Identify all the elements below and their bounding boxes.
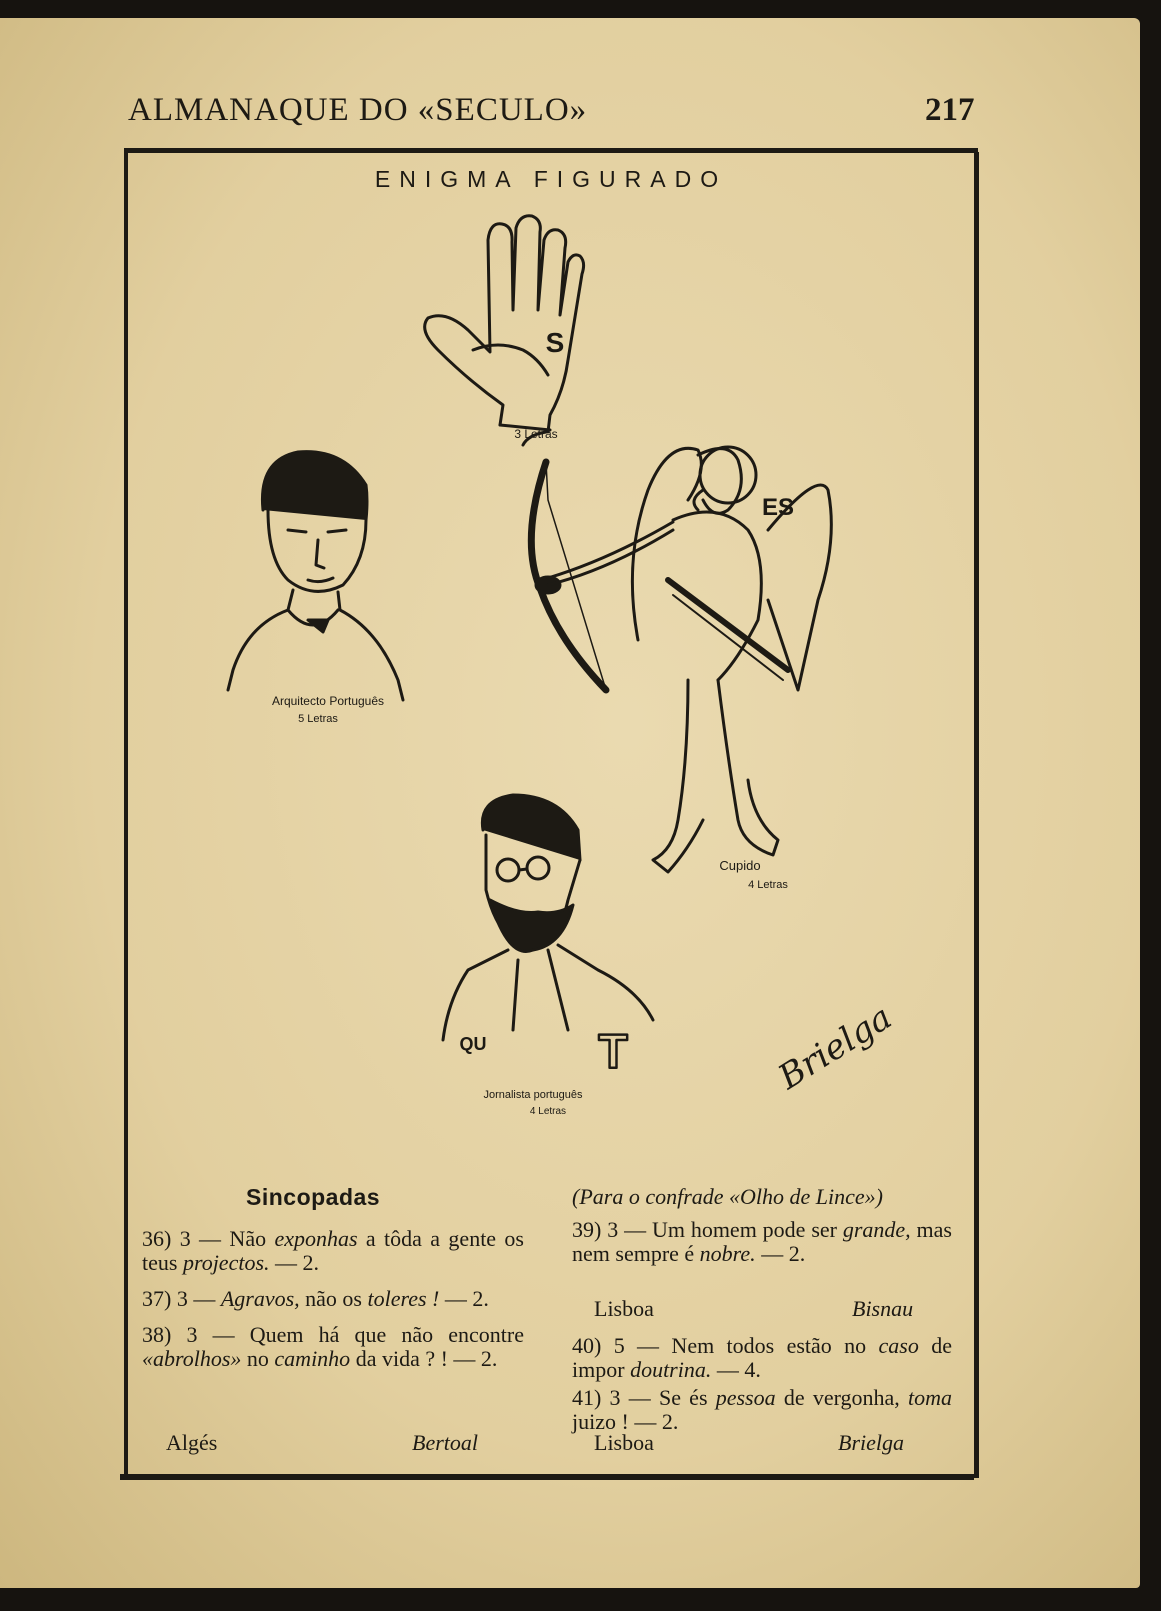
journalist-label: Jornalista português	[483, 1089, 583, 1101]
puzzle-36: 36) 3 — Não exponhas a tôda a gente os teus projectos. — 2.	[142, 1226, 524, 1275]
cupid-count-label: 4 Letras	[748, 879, 788, 891]
sig1-name: Bertoal	[412, 1430, 478, 1455]
architect-count-label: 5 Letras	[298, 713, 338, 725]
bow-drawing	[531, 462, 606, 690]
left-column	[142, 1227, 524, 1383]
frame-right-rule	[974, 152, 979, 1478]
puzzle-40: 40) 5 — Nem todos estão no caso de impor doutrina. — 4.	[572, 1333, 953, 1382]
sincopadas-title: Sincopadas	[246, 1184, 381, 1210]
architect-label: Arquitecto Português	[271, 694, 385, 708]
cupid-label: Cupido	[719, 858, 761, 873]
sig2-name: Bisnau	[852, 1296, 914, 1321]
t-letter: T	[598, 1026, 628, 1079]
sig3-name: Brielga	[838, 1430, 904, 1455]
journalist-count-label: 4 Letras	[529, 1106, 567, 1117]
wing-letters: ES	[761, 494, 795, 521]
journalist-portrait	[443, 795, 653, 1040]
frame-bottom-rule	[120, 1474, 974, 1480]
puzzle-41: 41) 3 — Se és pessoa de vergonha, toma juizo ! — 2.	[572, 1385, 952, 1434]
artist-signature: Brielga	[771, 997, 899, 1098]
dedication: (Para o confrade «Olho de Lince»)	[572, 1184, 883, 1209]
sig1-place: Algés	[166, 1430, 218, 1455]
frame-top-rule	[124, 148, 978, 153]
page-number: 217	[925, 92, 975, 128]
puzzle-39: 39) 3 — Um homem pode ser grande, mas nem sempre é nobre. — 2.	[572, 1217, 952, 1266]
hand-letter: S	[545, 327, 565, 358]
puzzle-37: 37) 3 — Agravos, não os toleres ! — 2.	[142, 1286, 489, 1311]
enigma-title: ENIGMA FIGURADO	[374, 166, 728, 192]
puzzle-38: 38) 3 — Quem há que não encontre «abrolhos» no caminho da vida ? ! — 2.	[142, 1322, 524, 1371]
sig2-place: Lisboa	[594, 1296, 654, 1321]
hand-count-label: 3 Letras	[514, 427, 558, 441]
right-column	[572, 1218, 952, 1278]
running-header: ALMANAQUE DO «SECULO»	[128, 92, 588, 128]
architect-portrait	[228, 452, 403, 700]
qu-letters: QU	[459, 1034, 487, 1054]
sig3-place: Lisboa	[594, 1430, 654, 1455]
enigma-illustration	[128, 200, 974, 1160]
